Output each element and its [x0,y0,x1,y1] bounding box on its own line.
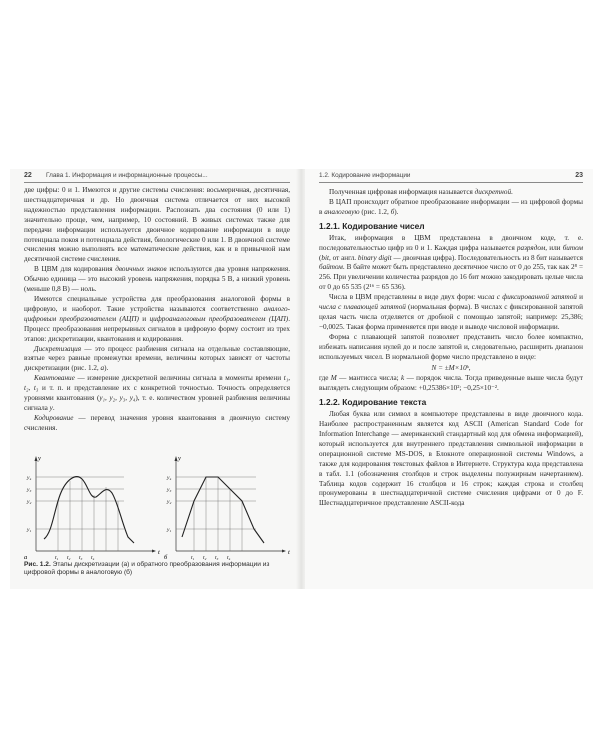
panel-b-y3: y₃ [167,487,172,493]
section-1-2-2-body [319,410,583,509]
paragraph [24,265,290,295]
right-page [305,169,593,589]
text-run: — перевод значения уровня квантования в двоичную систему счисления. [24,413,290,432]
panel-b-y2: y₂ [167,499,172,505]
panel-a-x-label: t [158,549,160,556]
right-running-header [319,169,583,183]
number-formula: N = ±M×10ᵏ, [431,363,471,372]
panel-a-y2: y₂ [27,499,32,505]
panel-b-t3: t₃ [215,555,219,561]
italic-term: Квантование [34,374,75,383]
figure-panel-a [24,455,160,561]
text-run: где [319,374,331,383]
italic-term: k [401,374,405,383]
panel-a-y-label: y [38,455,41,462]
left-running-head: Глава 1. Информация и информационные процессы... [46,172,208,179]
italic-term: y₁, y₂, y₃, y₄ [99,394,136,403]
section-title-1-2-2: 1.2.2. Кодирование текста [319,397,427,408]
italic-term: а [100,364,105,373]
italic-term: аналого-цифровым преобразователем (АЦП) [24,304,290,323]
italic-term: M [330,374,337,383]
paragraph [319,293,583,333]
italic-term: bit [321,253,329,262]
panel-a-y1: y₁ [27,527,32,533]
italic-term: дискретной [474,188,512,196]
panel-a-t4: t₄ [91,555,95,561]
paragraph [319,410,583,509]
section-title-1-2-1: 1.2.1. Кодирование чисел [319,220,425,231]
paragraph [319,333,583,363]
italic-term: числа с фиксированной запятой [477,293,577,302]
panel-b-y-label: y [178,455,181,462]
text-run: используются два уровня напряжения. Обычно единица — это высокий уровень напряжения, порядка 5 В, а низкий уровень (меньше 0,8 В) — ноль. [24,265,290,294]
left-body [24,186,290,434]
panel-a-x-arrow [152,550,156,553]
italic-term: разрядом [516,243,546,252]
panel-a-analog-curve [44,477,134,543]
panel-b-restored-signal [182,477,264,543]
text-run: Полученная цифровая информация называется [329,188,475,196]
panel-a-y4: y₄ [27,475,32,481]
panel-b-x-arrow [282,550,286,553]
text-run: — мантисса числа; [336,374,402,383]
text-run: . [52,403,55,412]
italic-term: двоичных знаков [115,265,167,274]
text-run: и [138,314,150,323]
panel-a-t2: t₂ [67,555,71,561]
text-run: — это процесс разбиения сигнала на отдельные составляющие, взятые через равные промежутки времени, величины которых зависят от частоты дискретизации (рис. 1.2, [24,344,290,373]
text-run: В ЦАП происходит обратное преобразование информации — из цифровой формы в [319,197,583,216]
panel-a-letter: а [24,554,28,561]
panel-a-t1: t₁ [55,555,59,561]
italic-term: цифроаналоговым преобразователем (ЦАП) [149,314,289,323]
text-run: (рис. 1.2, [359,207,391,216]
section-1-2-1-body [319,234,583,363]
text-run: (нормальная форма). В числах с фиксированной запятой целая часть числа отделяется от дробной с помощью запятой; например: 25,386; −0,0025. Такая форма применяется при вводе и выводе числовой информации. [319,303,583,331]
left-page [10,169,300,589]
text-run: . [511,188,513,196]
text-run: две цифры: 0 и 1. Имеются и другие системы счисления: восьмеричная, десятичная, шестнадцатеричная и др. Но двоичная система отличается от них высокой надежностью представления информации. Распознать два состояния (0 или 1) значительно проще, чем, например, 10 состояний. В живых системах также для передачи информации используется двоичное кодирование информации в виде потенциала покоя и потенциала действия, биологические 0 или 1. В двоичной системе счисления можно выполнять все математические действия, как и в привычной нам десятичной системе счисления. [24,186,290,264]
text-run: ). [394,207,399,216]
text-run: — порядок числа. Тогда приведенные выше числа будут выглядеть следующим образом: +0,25386×10²; −0,25×10⁻². [319,374,584,393]
figure-1-2 [24,451,294,561]
text-run: В ЦВМ для кодирования [34,265,116,274]
italic-term: t₁, t₂, t₃ [24,374,290,393]
figure-caption [24,561,290,578]
text-run: . Процесс преобразования непрерывных сигналов в цифровую форму состоит из трех этапов: дискретизации, квантования и кодирования. [24,314,290,343]
paragraph [24,374,290,414]
italic-term: числа с плавающей запятой [319,303,406,312]
italic-term: б [390,207,395,216]
italic-term: Кодирование [34,413,74,422]
text-run: Форма с плавающей запятой позволяет представить число более компактно, избежать написания нулей до и после запятой и, следовательно, расширить диапазон используемых чисел. В нормальной форме число представлено в виде: [319,332,583,361]
panel-b-x-label: t [288,549,290,556]
text-run: и [576,293,583,302]
figure-caption-label: Рис. 1.2. [24,561,51,568]
panel-b-t2: t₂ [203,555,207,561]
text-run: ). [104,364,109,373]
italic-term: y [49,403,53,412]
text-run: — измерение дискретной величины сигнала в моменты времени [74,374,284,383]
figure-panel-b [164,455,290,561]
figure-caption-text: Этапы дискретизации (а) и обратного преобразования информации из цифровой формы в аналоговую (б) [24,561,270,577]
text-run: Числа в ЦВМ представлены в виде двух форм: [329,293,478,302]
left-running-header [24,169,290,183]
paragraph [24,186,290,265]
paragraph [319,198,583,218]
left-page-number: 22 [24,172,32,179]
italic-term: аналоговую [324,207,360,216]
text-run: , от англ. [329,253,358,262]
panel-a-y3: y₃ [27,487,32,493]
text-run: Имеются специальные устройства для преобразования аналоговой формы в цифровую, и наоборот. Такие устройства называются соответственно [24,294,290,313]
text-run: — двоичная цифра). Последовательность из 8 бит называется [391,253,583,262]
panel-a-t3: t₃ [79,555,83,561]
panel-b-t1: t₁ [191,555,195,561]
italic-term: binary digit [357,253,392,262]
paragraph [319,374,583,394]
paragraph [24,295,290,345]
after-formula [319,374,583,394]
panel-b-t4: t₄ [227,555,231,561]
right-running-head: 1.2. Кодирование информации [319,172,411,179]
right-intro [319,188,583,218]
panel-b-y4: y₄ [167,475,172,481]
text-run: . В байте может быть представлено десятичное число от 0 до 255, так как 2⁸ = 256. При увеличении количества разрядов до 16 бит можно закодировать целые числа от 0 до 65 535 (2¹⁶ = 65 536). [319,263,583,292]
paragraph [319,234,583,293]
italic-term: байтом [319,263,343,272]
text-run: и т. п. и представление их с конкретной точностью. Точность определяется уровнями квантования ( [24,384,290,403]
italic-term: Дискретизация [34,344,82,353]
right-page-number: 23 [575,172,583,179]
paragraph [319,188,583,198]
italic-term: битом [562,243,583,252]
text-run: Итак, информация в ЦВМ представлена в двоичном коде, т. е. последовательностью цифр из 0 и 1. Каждая цифра называется [319,233,583,252]
panel-b-y1: y₁ [167,527,172,533]
panel-b-letter: б [164,554,168,561]
text-run: ), т. е. количеством уровней разбиения величины сигнала [24,394,290,412]
text-run: ( [319,253,322,262]
paragraph [24,345,290,375]
left-paragraphs [24,186,290,434]
paragraph [24,414,290,434]
right-body [319,188,583,509]
text-run: , или [545,243,563,252]
text-run: Любая буква или символ в компьютере представлены в виде двоичного кода. Наиболее распространенным является код ASCII (American Standard Code for Information Interchange — американский стандартный код для обмена информацией), который используется для внутреннего представления символьной информации в операционной системе MS-DOS, в Блокноте операционной системы Windows, а также для кодирования текстовых файлов в Интернете. Структура кода представлена в табл. 1.1 (обозначения столбцов и строк выделены полужирным начертанием). Таблица кодов содержит 16 столбцов и 16 строк; каждая строка и столбец пронумерованы в шестнадцатеричной системе счисления цифрами от 0 до F. Шестнадцатеричное представление ASCII-кода [319,410,583,508]
